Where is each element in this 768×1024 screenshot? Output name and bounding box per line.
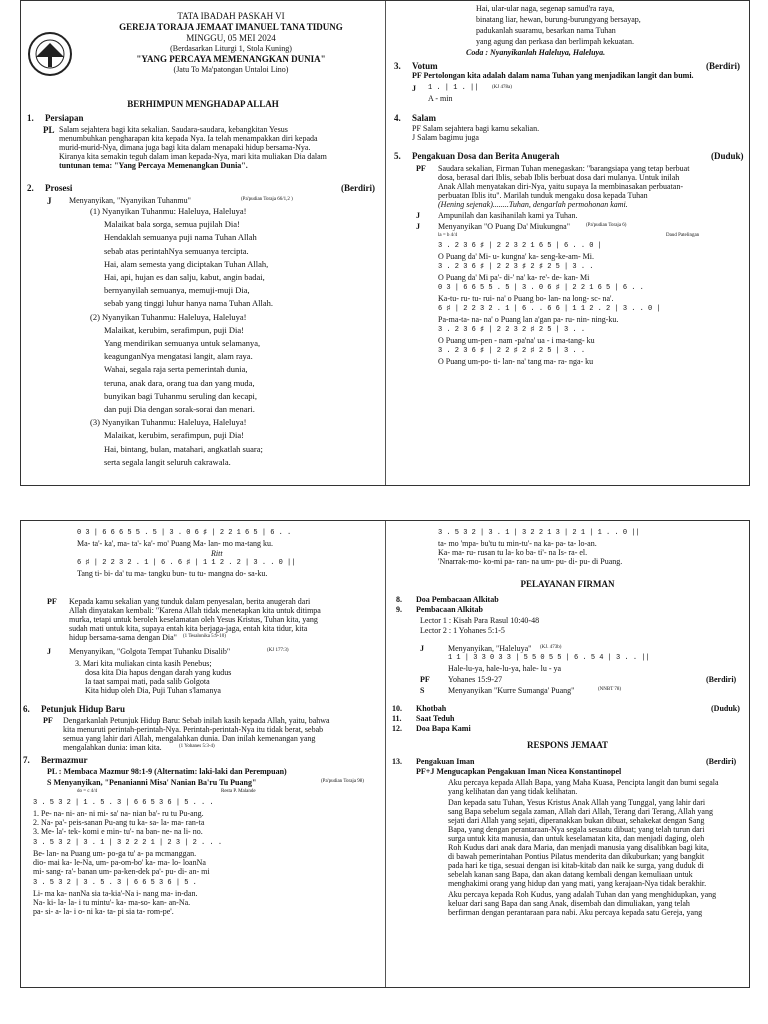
coda: Coda : Nyanyikanlah Haleluya, Haleluya. (466, 48, 606, 57)
s3-j-ref: (KJ 478a) (492, 85, 512, 90)
creed-line: pada hari ke tiga, sesuai dengan isi kitab-kitab dan naik ke surga, yang duduk di (448, 861, 704, 870)
j-intro: Menyanyikan, "Golgota Tempat Tuhanku Disalib" (69, 647, 231, 656)
s9-pf-role: PF (420, 675, 430, 684)
song-lyrics: Ka- ma- ru- rusan tu la- ko ba- ti'- na Is- ra- el. (438, 548, 588, 557)
header-theme-toraja: (Jatu To Ma'patongan Untaloi Lino) (173, 65, 289, 74)
song-lyrics: Be- lan- na Puang um- po-ga tu' a- pa mcmanggan. (33, 849, 197, 858)
prosesi-verse-line: Wahai, segala raja serta pemerintah dunia, (104, 364, 248, 375)
s7-title: Bermazmur (41, 755, 88, 765)
prosesi-verse-line: Malaikat, kerubim, serafimpun, puji Dia! (104, 324, 244, 335)
creed-line: keluar dari sang Bapa dan sang Anak, disembah dan dimuliakan, yang telah (448, 899, 690, 908)
s5-j2-role: J (416, 222, 420, 231)
s5-number: 5. (394, 151, 401, 161)
s11-title: Saat Teduh (416, 714, 455, 723)
s9-j-role: J (420, 644, 424, 653)
song-lyrics: Tang ti- bi- da' tu ma- tangku bun- tu tu- mangna do- sa-ku. (77, 569, 268, 578)
s6-ref: (1 Yohanes 5:3-4) (179, 744, 215, 749)
song-notes: 3 . 2 3 6 ♯ | 2 2 3 2 1 6 5 | 6 . . 0 | (438, 242, 602, 250)
s6-title: Petunjuk Hidup Baru (41, 704, 126, 714)
s9-pf-reading: Yohanes 15:9-27 (448, 675, 503, 684)
s13-number: 13. (392, 757, 402, 766)
prosesi-verse-line: yang agung dan perkasa dan berlimpah kekuatan. (476, 37, 634, 46)
pf-line: Kepada kamu sekalian yang tunduk dalam penyesalan, berita anugerah dari (69, 597, 311, 606)
s4-line: PF Salam sejahtera bagi kamu sekalian. (412, 124, 540, 133)
creed-line: Bapa, yang dengan perantaraan-Nya segala sesuatu dibuat; yang telah turun dari (448, 825, 705, 834)
s1-line: tuntunan tema: "Yang Percaya Memenangkan Dunia". (59, 161, 248, 170)
prosesi-verse-line: Hendaklah semuanya puji nama Tuhan Allah (104, 232, 257, 243)
creed-line: sejati dari Allah yang sejati, diperanakkan bukan dibuat, sehakekat dengan Sang (448, 816, 705, 825)
s2-ref: (Pa'pudian Toraja 66/1,2 ) (241, 197, 293, 202)
s9-lector-2: Lector 2 : 1 Yohanes 5:1-5 (420, 626, 505, 635)
s12-title: Doa Bapa Kami (416, 724, 471, 733)
s6-role: PF (43, 716, 53, 725)
s2-number: 2. (27, 183, 34, 193)
s9-title: Pembacaan Alkitab (416, 605, 483, 614)
hymn-line: Ia taat sampai mati, pada salib Golgota (85, 677, 210, 686)
prosesi-verse-line: keagunganNya mengatasi langit, alam raya. (104, 351, 253, 362)
prosesi-verse-line: binatang liar, hewan, burung-burungyang bersayap, (476, 15, 641, 24)
creed-line: Aku percaya kepada Roh Kudus, yang adalah Tuhan dan yang menghidupkan, yang (448, 890, 717, 899)
s1-title: Persiapan (45, 113, 84, 123)
song-lyrics: 2. Na- pa'- peis-sanan Pu-ang tu ka- sa- la- ma- ran-ta (33, 818, 205, 827)
pf-line: Allah dinyatakan kembali: "Karena Allah tidak menetapkan kita untuk ditimpa (69, 606, 321, 615)
song-notes: 0 3 | 6 6 5 5 . 5 | 3 . 0 6 ♯ | 2 2 1 6 5 | 6 . . (438, 284, 644, 292)
creed-line: sang Bapa sebelum segala zaman, Allah dari Allah, Terang dari Terang, Allah yang (448, 807, 713, 816)
s5-composer: Daud Patelingan (666, 233, 700, 238)
creed-line: sebelah kanan sang Bapa, dan akan datang kembali dengan kemuliaan untuk (448, 870, 693, 879)
s9-s-intro: Menyanyikan "Kurre Sumanga' Puang" (448, 686, 575, 695)
song-lyrics: Ka-tu- ru- tu- rui- na' o Puang bo- lan- na long- sc- na'. (438, 294, 614, 303)
prosesi-verse-line: Malaikat bala sorga, semua pujilah Dia! (104, 219, 240, 230)
prosesi-verse-line: Malaikat, kerubim, serafimpun, puji Dia! (104, 430, 244, 441)
s6-line: mengalahkan dunia: iman kita. (63, 743, 162, 752)
creed-line: Roh Kudus dari anak dara Maria, dan menjadi manusia yang disalibkan bagi kita, (448, 843, 709, 852)
s10-title: Khotbah (416, 704, 447, 713)
s9-j-ref: (KJ. 473b) (540, 645, 562, 650)
s5-hening: (Hening sejenak)........Tuhan, dengarlah permohonan kami. (438, 200, 628, 209)
song-notes: 3 . 5 3 2 | 3 . 5 . 3 | 6 6 5 3 6 | 5 . (33, 879, 197, 887)
s4-title: Salam (412, 113, 437, 123)
j-role: J (47, 647, 51, 656)
song-lyrics: O Puang um-pen - nam -pa'na' ua - i ma-tang- ku (438, 336, 595, 345)
s9-j-intro: Menyanyikan, "Haleluya" (448, 644, 532, 653)
song-lyrics: Hale-lu-ya, hale-lu-ya, hale- lu - ya (448, 664, 562, 673)
s6-line: kita menuruti perintah-perintah-Nya. Perintah-perintah-Nya itu tidak berat, sebab (63, 725, 324, 734)
s13-title: Pengakuan Iman (416, 757, 475, 766)
prosesi-verse-line: (3) Nyanyikan Tuhanmu: Haleluya, Haleluya! (90, 417, 247, 428)
s2-role: J (47, 196, 52, 206)
song-lyrics: O Puang da' Mi pa'- di-' na' ka- re'- de- kan- Mi (438, 273, 590, 282)
song-notes: 6 ♯ | 2 2 3 2 . 1 | 6 . 6 ♯ | 1 1 2 . 2 | 3 . . 0 || (77, 559, 296, 567)
s13-status: (Berdiri) (706, 757, 737, 766)
prosesi-verse-line: Yang mendirikan semuanya untuk selamanya, (104, 338, 261, 348)
song-lyrics: mi- sang- ra'- banan um- pa-ken-dek pa'- pu- di- an- mi (33, 867, 210, 876)
s1-line: murid-murid-Nya, dimana juga bagi kita dalam menapaki hidup bersama-Nya. (59, 143, 311, 152)
s7-s-intro: S Menyanyikan, "Penanianni Misa' Nanian Ba'ru Tu Puang" (47, 778, 257, 787)
s3-title: Votum (412, 61, 438, 71)
s5-j1-role: J (416, 211, 420, 220)
creed-line: berfirman dengan perantaraan para nabi. Aku percaya kepada satu Gereja, yang (448, 908, 703, 917)
prosesi-verse-line: Hai, ular-ular naga, segenap samud'ra raya, (476, 4, 615, 13)
song-lyrics: pa- si- a- la- i o- ni ka- ta- pi sia ta- rom-pe'. (33, 907, 174, 916)
s7-key: do = c 4/4 (77, 789, 98, 794)
s11-number: 11. (392, 714, 402, 723)
song-lyrics: Ma- ta'- ka', ma- ta'- ka'- mo' Puang Ma- lan- mo ma-tang ku. (77, 539, 274, 548)
prosesi-verse-line: padukanlah suaramu, besarkan nama Tuhan (476, 26, 616, 35)
prosesi-verse-line: Hai, api, hujan es dan salju, kabut, angin badai, (104, 272, 265, 282)
s5-j1: Ampunilah dan kasihanilah kami ya Tuhan. (438, 211, 578, 220)
s1-line: menumbuhkan pengharapan kita kepada Nya. Ia telah menampakkan diri kepada (59, 134, 318, 143)
pf-ref: (1 Tesalonika 5:9-10) (183, 634, 226, 639)
j-ref: (KJ 177:3) (267, 648, 289, 653)
song-lyrics: 3. Me- la'- tek- komi e min- tu'- na ban- ne- na li- no. (33, 827, 203, 836)
hymn-line: 3. Mari kita muliakan cinta kasih Penebus; (75, 659, 212, 668)
s7-s-ref: (Pa'pudian Toraja 98) (321, 779, 364, 784)
s3-j-amen: A - min (428, 94, 453, 103)
prosesi-verse-line: serta segala langit seluruh cakrawala. (104, 456, 231, 467)
s5-j2-ref: (Pa'pudian Toraja 6) (586, 223, 627, 228)
s3-status: (Berdiri) (706, 61, 740, 71)
creed-line: Dan kepada satu Tuhan, Yesus Kristus Anak Allah yang Tunggal, yang lahir dari (448, 798, 706, 807)
song-notes: 3 . 5 3 2 | 3 . 1 | 3 2 2 2 1 | 2 3 | 2 . . . (33, 839, 223, 847)
song-lyrics: 'Nnarrak-mo- ko-mi pa- ran- na um- pu- di- pu- di Puang. (438, 557, 623, 566)
song-notes: 3 . 2 3 6 ♯ | 2 2 ♯ 2 ♯ 2 5 | 3 . . (438, 347, 586, 355)
prosesi-verse-line: sebab yang tinggi luhur hanya nama Tuhan Allah. (104, 298, 274, 309)
song-notes: 3 . 5 3 2 | 1 . 5 . 3 | 6 6 5 3 6 | 5 . . . (33, 799, 214, 807)
s9-lector-1: Lector 1 : Kisah Para Rasul 10:40-48 (420, 616, 540, 625)
s1-number: 1. (27, 113, 34, 123)
s7-number: 7. (23, 755, 30, 765)
s9-pf-status: (Berdiri) (706, 675, 737, 684)
s2-title: Prosesi (45, 183, 73, 193)
section-title-respons-jemaat: RESPONS JEMAAT (526, 740, 609, 750)
song-lyrics: ta- mo 'mpa- bu'tu tu min-tu'- na ka- pa- ta- lo-an. (438, 539, 597, 548)
song-notes: 3 . 5 3 2 | 3 . 1 | 3 2 2 1 3 | 2 1 | 1 . . 0 || (438, 529, 640, 537)
s6-line: semua yang lahir dari Allah, mengalahkan dunia. Dan inilah kemenangan yang (63, 734, 316, 743)
section-title-berhimpun: BERHIMPUN MENGHADAP ALLAH (127, 99, 279, 109)
prosesi-verse-line: Hai, bintang, bulan, matahari, angkatlah suara; (104, 443, 263, 454)
prosesi-verse-line: bunyikan bagi Tuhanmu seruling dan kecapi, (104, 390, 257, 401)
s10-status: (Duduk) (711, 704, 740, 713)
s5-line: Anak Allah menyatakan diri-Nya, yaitu supaya Ia membinasakan perbuatan- (438, 182, 684, 191)
s3-j-notes: 1 . | 1 . || (428, 84, 479, 92)
s1-line: Kiranya kita semakin teguh dalam iman kepada-Nya, mari kita muliakan Dia dalam (59, 152, 327, 161)
pf-line: sudah mati untuk kita, supaya entah kita berjaga-jaga, entah kita tidur, kita (69, 624, 308, 633)
s5-j2-intro: Menyanyikan "O Puang Da' Miukungna" (438, 222, 570, 231)
song-lyrics: Pa-ma-ta- na- na' o Puang lan a'gan pa- ru- nin- ning-ku. (438, 315, 619, 324)
s5-line: dosa, berasal dari Iblis, sebab Iblis berbuat dosa dari mulanya. Untuk inilah (438, 173, 680, 182)
s4-line: J Salam bagimu juga (412, 133, 479, 142)
pf-line: murka, tetapi untuk beroleh keselamatan oleh Yesus Kristus, Tuhan kita, yang (69, 615, 318, 624)
creed-line: di bawah pemerintahan Pontius Pilatus menderita dan dikuburkan; yang bangkit (448, 852, 705, 861)
header-line-1: TATA IBADAH PASKAH VI (177, 11, 285, 21)
s8-title: Doa Pembacaan Alkitab (416, 595, 499, 604)
prosesi-verse-line: sebab atas perintahNya semuanya tercipta. (104, 245, 249, 256)
s12-number: 12. (392, 724, 402, 733)
song-lyrics: 1. Pe- na- ni- an- ni mi- sa' na- nian ba'- ru tu Pu-ang. (33, 809, 204, 818)
s5-role: PF (416, 164, 426, 173)
pf-line: hidup bersama-sama dengan Dia" (69, 633, 177, 642)
hymn-line: dosa kita Dia hapus dengan darah yang kudus (85, 668, 232, 677)
prosesi-verses (20, 0, 384, 484)
header-theme: "YANG PERCAYA MEMENANGKAN DUNIA" (136, 54, 326, 64)
creed-line: yang kelihatan dan yang tidak kelihatan. (448, 787, 578, 796)
bulletin-page-2 (20, 520, 750, 988)
header-liturgy: (Berdasarkan Liturgi 1, Stola Kuning) (170, 44, 292, 53)
s3-number: 3. (394, 61, 401, 71)
song-lyrics: O Puang da' Mi- u- kungna' ka- seng-ke-am- Mi. (438, 252, 594, 261)
s1-role: PL (43, 125, 55, 135)
song-notes: 3 . 2 3 6 ♯ | 2 2 3 2 ♯ 2 5 | 3 . . (438, 326, 586, 334)
s4-number: 4. (394, 113, 401, 123)
s9-number: 9. (396, 605, 402, 614)
page1-right-column (386, 1, 749, 485)
section-title-pelayanan-firman: PELAYANAN FIRMAN (520, 579, 615, 589)
prosesi-verse-line: (1) Nyanyikan Tuhanmu: Haleluya, Haleluya! (90, 206, 247, 216)
s5-key: la = b 4/4 (438, 233, 458, 238)
header-date: MINGGU, 05 MEI 2024 (186, 33, 276, 43)
song-notes: 3 . 2 3 6 ♯ | 2 2 3 ♯ 2 ♯ 2 5 | 3 . . (438, 263, 594, 271)
s1-line: Salam sejahtera bagi kita sekalian. Saudara-saudara, kebangkitan Yesus (59, 125, 288, 134)
prosesi-verse-line: teruna, anak dara, orang tua dan yang muda, (104, 377, 255, 388)
pf-role: PF (47, 597, 57, 606)
s3-pf: PF Pertolongan kita adalah dalam nama Tuhan yang menjadikan langit dan bumi. (412, 71, 694, 80)
s5-status: (Duduk) (711, 151, 744, 161)
s6-line: Dengarkanlah Petunjuk Hidup Baru: Sebab inilah kasih kepada Allah, yaitu, bahwa (63, 716, 330, 725)
song-notes: 1 1 | 3 3 0 3 3 | 5 5 0 5 5 | 6 . 5 4 | 3 . . || (448, 654, 650, 662)
s8-number: 8. (396, 595, 402, 604)
prosesi-verse-line: Hai, alam semesta yang diciptakan Tuhan Allah, (104, 258, 269, 269)
s13-subtitle: PF+J Mengucapkan Pengakuan Iman Nicea Konstantinopel (416, 767, 622, 776)
page2-left-column (21, 521, 386, 987)
header-church-name: GEREJA TORAJA JEMAAT IMANUEL TANA TIDUNG (119, 22, 343, 32)
s9-s-ref: (NNBT 78) (598, 687, 622, 692)
song-notes: 6 ♯ | 2 2 3 2 . 1 | 6 . . 6 6 | 1 1 2 . 2 | 3 . . 0 | (438, 305, 661, 313)
s2-intro: Menyanyikan, "Nyanyikan Tuhanmu" (69, 196, 191, 205)
s6-number: 6. (23, 704, 30, 714)
s10-number: 10. (392, 704, 402, 713)
prosesi-verse-line: (2) Nyanyikan Tuhanmu: Haleluya, Haleluya! (90, 311, 247, 322)
creed-line: Aku percaya kepada Allah Bapa, yang Maha Kuasa, Pencipta langit dan bumi segala (448, 778, 719, 787)
song-lyrics: Li- ma ka- nanNa sia ta-kia'-Na i- nang ma- in-dan. (33, 889, 198, 898)
page2-right-column (386, 521, 749, 987)
s5-line: Saudara sekalian, Firman Tuhan menegaskan: "barangsiapa yang tetap berbuat (438, 164, 690, 173)
s7-composer: Resta P. Malande (221, 789, 256, 794)
s5-line: perbuatan Iblis itu". Marilah tunduk mengaku dosa kepada Tuhan (438, 191, 648, 200)
prosesi-verse-line: bernyanyilah semuanya, memuji-muji Dia, (104, 285, 250, 296)
prosesi-verse-line: dan puji Dia dengan sorak-sorai dan menari. (104, 404, 255, 414)
s7-pl: PL : Membaca Mazmur 98:1-9 (Alternatim: laki-laki dan Perempuan) (47, 767, 287, 776)
creed-line: menghakimi orang yang hidup dan yang mati, yang kerajaan-Nya tidak berakhir. (448, 879, 707, 888)
song-notes: 0 3 | 6 6 6 5 5 . 5 | 3 . 0 6 ♯ | 2 2 1 6 5 | 6 . . (77, 529, 292, 537)
song-tempo-mark: Ritt (211, 549, 223, 558)
creed-line: surga untuk kita manusia, dan untuk keselamatan kita, dan menjadi daging, oleh (448, 834, 705, 843)
s2-status: (Berdiri) (341, 183, 375, 193)
song-lyrics: O Puang um-po- ti- lan- na' tang ma- ra- nga- ku (438, 357, 594, 366)
hymn-line: Kita hidup oleh Dia, Puji Tuhan s'lamanya (85, 686, 221, 695)
s3-j-role: J (412, 84, 416, 93)
song-lyrics: dio- mai ka- le-Na, um- pa-om-bo' ka- ma- lo- loanNa (33, 858, 206, 867)
song-lyrics: Na- ki- la- la- i tu mintu'- ka- ma-so- kan- an-Na. (33, 898, 191, 907)
s5-title: Pengakuan Dosa dan Berita Anugerah (412, 151, 560, 161)
s9-s-role: S (420, 686, 425, 695)
